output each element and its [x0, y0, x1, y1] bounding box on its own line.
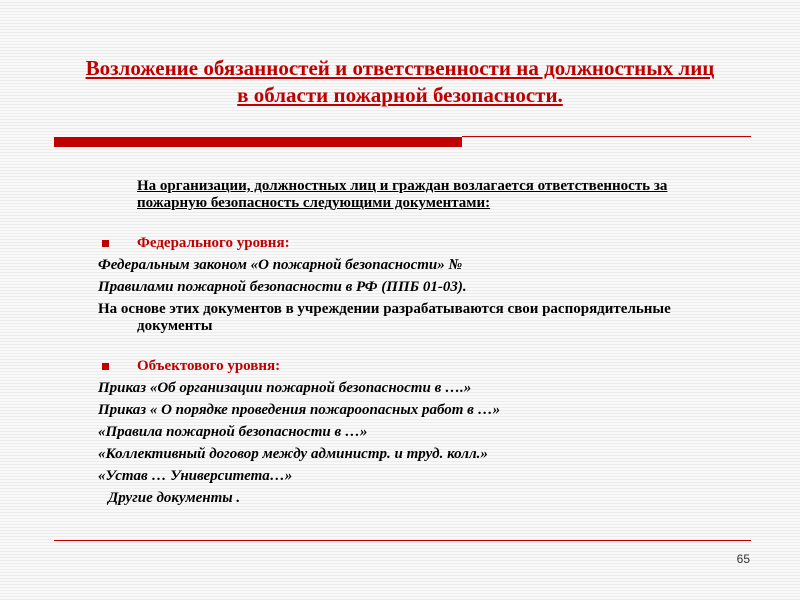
red-divider-thin — [462, 136, 751, 137]
object-heading: Объектового уровня: — [137, 358, 738, 375]
object-item: «Коллективный договор между администр. и труд. колл.» — [98, 446, 488, 462]
object-item: Приказ «Об организации пожарной безопасности в ….» — [98, 380, 472, 396]
page-number: 65 — [736, 552, 750, 566]
object-item: Другие документы . — [108, 490, 241, 506]
federal-note: На основе этих документов в учреждении разрабатываются свои распорядительные документы — [98, 301, 671, 334]
bullet-square-icon — [102, 240, 109, 247]
title-line-2: в области пожарной безопасности. — [237, 83, 563, 107]
red-divider-thick — [54, 137, 462, 147]
object-item: «Правила пожарной безопасности в …» — [98, 424, 368, 440]
red-divider-bottom — [54, 540, 751, 541]
title-line-1: Возложение обязанностей и ответственности на должностных лиц — [85, 56, 715, 80]
intro-text: На организации, должностных лиц и граждан возлагается ответственность за пожарную безопасность следующими документами: — [137, 178, 668, 211]
bullet-square-icon — [102, 363, 109, 370]
federal-item: Федеральным законом «О пожарной безопасности» № — [98, 257, 463, 273]
federal-item: Правилами пожарной безопасности в РФ (ППБ 01-03). — [98, 279, 467, 295]
federal-heading: Федерального уровня: — [137, 235, 738, 252]
object-item: «Устав … Университета…» — [98, 468, 293, 484]
slide-title — [40, 55, 760, 109]
slide-body — [98, 178, 738, 507]
object-item: Приказ « О порядке проведения пожароопасных работ в …» — [98, 402, 501, 418]
